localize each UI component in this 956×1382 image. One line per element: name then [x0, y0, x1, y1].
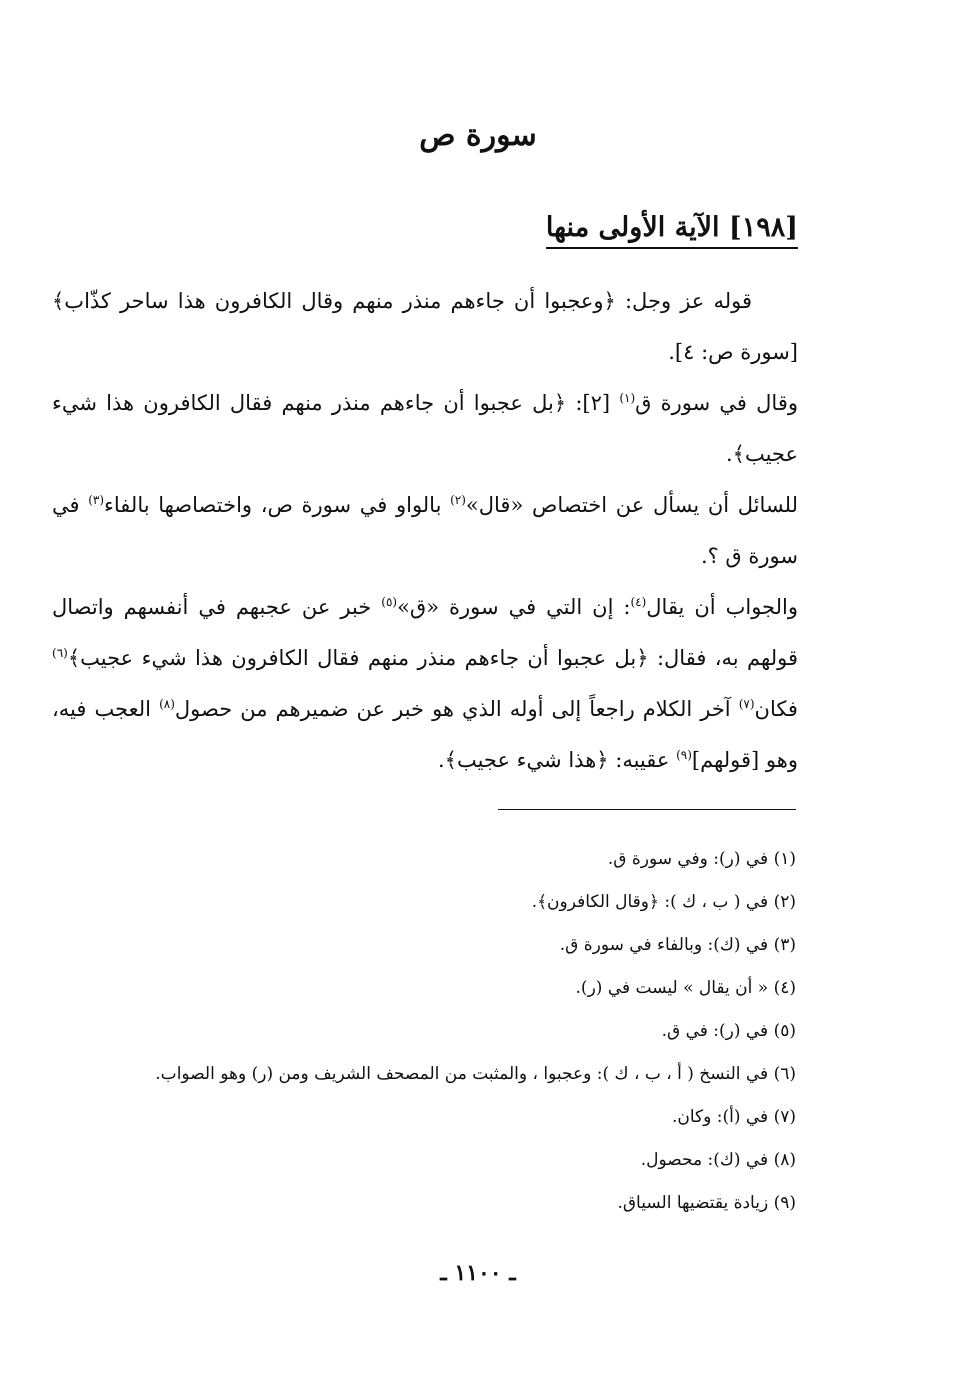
- footnote-2: (٢) في ( ب ، ك ): ﴿وقال الكافرون﴾.: [531, 892, 796, 912]
- footnote-4: (٤) « أن يقال » ليست في (ر).: [575, 978, 796, 998]
- paragraph-4-text-d: فكان: [754, 697, 798, 721]
- paragraph-4-text-e: آخر الكلام راجعاً إلى أوله الذي هو خبر عن ضميرهم من حصول: [174, 697, 739, 721]
- footnote-ref-8: (٨): [159, 697, 175, 711]
- footnote-divider: [498, 809, 796, 810]
- footnote-ref-4: (٤): [630, 595, 647, 609]
- paragraph-2: [52, 378, 798, 480]
- paragraph-3: [52, 480, 798, 582]
- page-number: ـ ١١٠٠ ـ: [440, 1260, 516, 1286]
- main-text: [52, 276, 798, 786]
- paragraph-3-text: للسائل أن يسأل عن اختصاص «قال»: [465, 493, 798, 517]
- footnote-5: (٥) في (ر): في ق.: [661, 1021, 796, 1041]
- footnotes: [36, 838, 796, 1225]
- paragraph-4: [52, 582, 798, 786]
- footnote-ref-1: (١): [619, 391, 636, 405]
- footnote-7: (٧) في (أ): وكان.: [671, 1107, 796, 1127]
- paragraph-3-text-cont: بالواو في سورة ص، واختصاصها بالفاء: [104, 493, 451, 517]
- paragraph-2-text: وقال في سورة ق: [635, 391, 798, 415]
- footnote-ref-3: (٣): [88, 493, 105, 507]
- section-heading: [١٩٨] الآية الأولى منها: [546, 212, 798, 249]
- paragraph-2-text-cont: [٢]: ﴿بل عجبوا أن جاءهم منذر منهم فقال الكافرون هذا شيء عجيب﴾.: [52, 391, 798, 466]
- footnote-ref-2: (٢): [450, 493, 466, 507]
- paragraph-4-text-f: العجب فيه، وهو [قولهم]: [52, 697, 798, 772]
- footnote-ref-7: (٧): [738, 697, 755, 711]
- footnote-ref-9: (٩): [676, 748, 692, 762]
- paragraph-4-text-c: خبر عن عجبهم في أنفسهم واتصال قولهم به، فقال: ﴿بل عجبوا أن جاءهم منذر منهم فقال الكافرون هذا شيء عجيب﴾: [52, 595, 798, 670]
- paragraph-3-text-end: في سورة ق ؟.: [52, 493, 798, 568]
- paragraph-4-text: والجواب أن يقال: [646, 595, 798, 619]
- footnote-1: (١) في (ر): وفي سورة ق.: [607, 849, 796, 869]
- paragraph-1: قوله عز وجل: ﴿وعجبوا أن جاءهم منذر منهم وقال الكافرون هذا ساحر كذّاب﴾ [سورة ص: ٤].: [52, 289, 798, 364]
- footnote-ref-6: (٦): [52, 646, 68, 660]
- footnote-ref-5: (٥): [381, 595, 398, 609]
- paragraph-4-text-b: : إن التي في سورة «ق»: [397, 595, 631, 619]
- footnote-8: (٨) في (ك): محصول.: [640, 1150, 796, 1170]
- footnote-9: (٩) زيادة يقتضيها السياق.: [617, 1193, 796, 1213]
- footnote-3: (٣) في (ك): وبالفاء في سورة ق.: [559, 935, 796, 955]
- footnote-6: (٦) في النسخ ( أ ، ب ، ك ): وعجبوا ، والمثبت من المصحف الشريف ومن (ر) وهو الصواب.: [155, 1064, 796, 1084]
- surah-title: سورة ص: [419, 118, 537, 153]
- paragraph-4-text-g: عقيبه: ﴿هذا شيء عجيب﴾.: [437, 748, 677, 772]
